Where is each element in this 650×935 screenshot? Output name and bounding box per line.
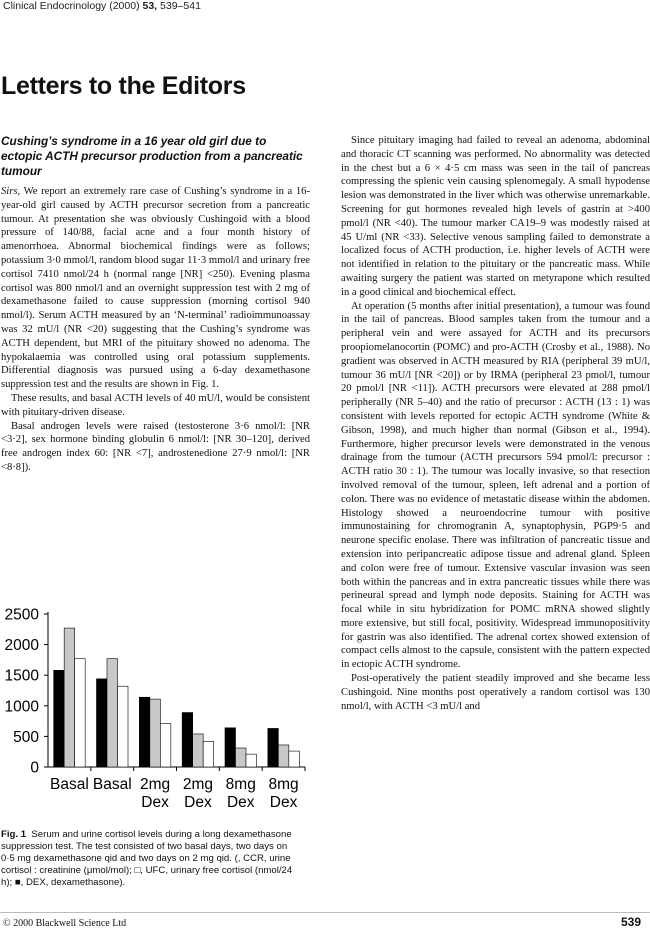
figure-label: Fig. 1 bbox=[1, 829, 27, 840]
bar-ccr-0 bbox=[64, 628, 75, 767]
figure-caption-text: Serum and urine cortisol levels during a long dexamethasone suppression test. The test consisted of two basal days, two days on 0·5 mg dexamethasone qid and two days on 2 mg qid. (, CCR, urine cortisol : creatinine (μmol/mol); □, UFC, urinary free cortisol (nmol/24 h); ■, DEX, dexamethasone). bbox=[1, 829, 293, 889]
bar-dex-4 bbox=[225, 728, 236, 767]
y-tick-label: 1000 bbox=[4, 698, 39, 716]
journal-name: Clinical Endocrinology (2000) bbox=[3, 0, 140, 12]
paragraph-4: Since pituitary imaging had failed to reveal an adenoma, abdominal and thoracic CT scanning was performed. No abnormality was detected in the chest but a 6 × 4·5 cm mass was seen in the tail of pancreas compressing the splenic vein causing splenomegaly. A small hypodense lesion was demonstrated in the liver which was otherwise unremarkable. Screening for gut hormones revealed high levels of gastrin at >400 pmol/l (NR <40). The tumour marker CA19–9 was modestly raised at 45 U/ml (NR <33). Selective venous sampling failed to demonstrate a localized focus of ACTH production, i.e. higher levels of ACTH were not identified in relation to the pituitary or the pancreatic mass. While awaiting surgery the patient was started on metyrapone which resulted in a good clinical and biochemical effect. bbox=[341, 135, 650, 298]
y-tick-label: 0 bbox=[30, 759, 39, 777]
bar-ufc-4 bbox=[246, 754, 257, 767]
bar-ccr-2 bbox=[150, 699, 161, 767]
copyright: © 2000 Blackwell Science Ltd bbox=[3, 918, 127, 929]
bar-ccr-4 bbox=[236, 748, 247, 767]
x-tick-label: Basal bbox=[92, 776, 132, 793]
x-tick-label: 2mg bbox=[182, 776, 213, 793]
y-tick-label: 500 bbox=[13, 728, 39, 746]
page-number: 539 bbox=[621, 915, 642, 929]
y-tick-label: 2500 bbox=[4, 606, 39, 624]
salutation: Sirs, bbox=[1, 186, 21, 197]
bar-dex-5 bbox=[268, 728, 279, 767]
bar-dex-0 bbox=[54, 670, 65, 767]
x-tick-label: Dex bbox=[226, 794, 255, 811]
footer-rule bbox=[0, 912, 650, 913]
bar-ufc-5 bbox=[289, 751, 300, 767]
paragraph-5: At operation (5 months after initial presentation), a tumour was found in the tail of pancreas. Blood samples taken from the tumour and a peripheral vein and were assayed for ACTH and its precursors proopiomelanocortin (POMC) and pro-ACTH (Crosby et al., 1988). No gradient was observed in ACTH measured by RIA (peripheral 39 mU/l, tumour 36 mU/l [NR <20]) or by IRMA (peripheral 23 pmol/l, tumour 20 pmol/l [NR <11]). ACTH precursors were elevated at 288 pmol/l peripherally (NR 5–40) and the ratio of precursor : ACTH (13 : 1) was consistent with levels reported for ectopic ACTH syndrome (White & Gibson, 1998), and much higher than normal (Gibson et al., 1994). Furthermore, higher precursor levels were demonstrated in the venous drainage from the tumour (ACTH precursors 594 pmol/l: precursor : ACTH ratio 30 : 1). The tumour was locally invasive, so that resection involved removal of the tumour, spleen, left adrenal and a portion of colon. There was no evidence of metastatic disease within the abdomen. Histology showed a neuroendocrine tumour with positive immunostaining for chromogranin A, synaptophysin, PGP9·5 and neurone specific enolase. There was infiltration of pancreatic tissue and extension into peripancreatic adipose tissue and adrenal gland. Spleen and colon were free of tumour. Extensive vascular invasion was seen both within the pancreas and in extra pancreatic tissues while there was perineural spread and lymph node deposits. Staining for ACTH was focal while in situ hybridization for POMC mRNA showed slightly more extensive, but still focal, positivity. Widespread immunopositivity for gastrin was also identified. The adrenal cortex showed extension of compact cells almost to the capsule, consistent with the pattern expected in ectopic ACTH syndrome. bbox=[341, 300, 650, 671]
left-column bbox=[1, 134, 310, 475]
paragraph-1-text: We report an extremely rare case of Cushing’s syndrome in a 16-year-old girl caused by ACTH precursor secretion from a pancreatic tumour. At presentation she was obviously Cushingoid with a blood pressure of 140/88, facial acne and a four month history of amenorrhoea. Abnormal biochemical findings were as follows; potassium 3·0 mmol/l, random blood sugar 11·3 mmol/l and urinary free cortisol 7410 nmol/24 h (normal range [NR] <250). Evening plasma cortisol was 800 nmol/l and an overnight suppression test with 2 mg of dexamethasone failed to cause suppression (morning cortisol 940 nmol/l). Serum ACTH measured by an ‘N-terminal’ radioimmunoassay was 32 mU/l (NR <20) suggesting that the Cushing’s syndrome was ACTH dependent, but MRI of the pituitary showed no adenoma. The hypokalaemia was controlled using oral potassium supplements. Differential diagnosis was pursued using a 6-day dexamethasone suppression test and the results are shown in Fig. 1. bbox=[1, 186, 310, 391]
y-tick-label: 2000 bbox=[4, 637, 39, 655]
bar-ccr-1 bbox=[107, 659, 118, 767]
running-head bbox=[3, 0, 201, 12]
x-tick-label: Dex bbox=[184, 794, 212, 811]
bar-dex-1 bbox=[97, 679, 108, 767]
bar-ccr-3 bbox=[193, 734, 204, 767]
figure-1-chart bbox=[0, 602, 312, 824]
x-tick-label: 2mg bbox=[140, 776, 171, 793]
bar-dex-2 bbox=[139, 697, 150, 767]
bar-ufc-2 bbox=[160, 724, 171, 767]
page-range: 539–541 bbox=[160, 0, 201, 12]
bar-chart bbox=[0, 602, 312, 824]
right-column bbox=[341, 134, 650, 713]
x-tick-label: 8mg bbox=[268, 776, 299, 793]
volume-number: 53, bbox=[142, 0, 158, 12]
section-title: Letters to the Editors bbox=[1, 72, 246, 100]
paragraph-6: Post-operatively the patient steadily improved and she became less Cushingoid. Nine months post operatively a random cortisol was 130 nmol/l, with ACTH <3 mU/l and bbox=[341, 673, 650, 712]
paragraph-3: Basal androgen levels were raised (testosterone 3·6 nmol/l: [NR <3·2], sex hormone binding globulin 6 nmol/l: [NR 30–120], derived free androgen index 60: [NR <7], androstenedione 27·9 nmol/l: [NR <8·8]). bbox=[1, 420, 310, 473]
paragraph-1 bbox=[1, 185, 310, 392]
x-tick-label: 8mg bbox=[225, 776, 256, 793]
y-tick-label: 1500 bbox=[4, 667, 39, 685]
bar-ccr-5 bbox=[278, 745, 289, 767]
paragraph-2: These results, and basal ACTH levels of 40 mU/l, would be consistent with pituitary-driven disease. bbox=[1, 392, 310, 418]
figure-caption bbox=[1, 829, 301, 889]
bar-ufc-3 bbox=[203, 741, 214, 767]
bar-dex-3 bbox=[182, 713, 193, 767]
x-tick-label: Dex bbox=[269, 794, 298, 811]
x-tick-label: Basal bbox=[50, 776, 89, 793]
x-tick-label: Dex bbox=[141, 794, 169, 811]
bar-ufc-0 bbox=[75, 659, 86, 767]
article-title: Cushing’s syndrome in a 16 year old girl due to ectopic ACTH precursor production from a pancreatic tumour bbox=[1, 134, 303, 178]
bar-ufc-1 bbox=[118, 686, 129, 767]
